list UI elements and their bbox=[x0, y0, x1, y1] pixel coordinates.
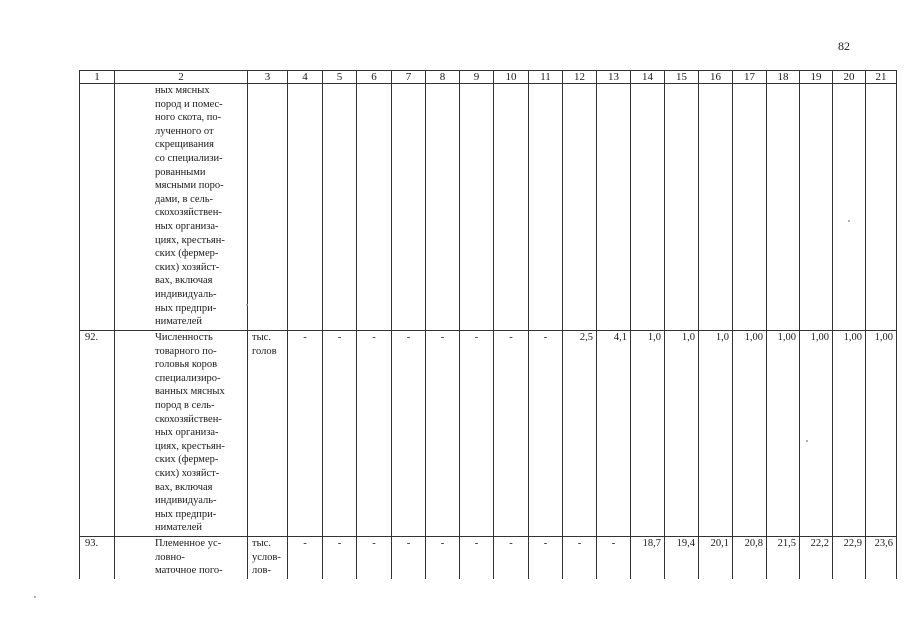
value-cell: - bbox=[563, 537, 597, 580]
value-cell bbox=[767, 84, 800, 331]
value-cell: - bbox=[426, 537, 460, 580]
unit-line: голов bbox=[252, 345, 277, 357]
header-cell: 10 bbox=[494, 71, 529, 84]
header-cell: 13 bbox=[597, 71, 631, 84]
description-line: ных предпри- bbox=[155, 302, 217, 314]
header-cell: 7 bbox=[392, 71, 426, 84]
description-line: Численность bbox=[155, 332, 213, 343]
description-line: ских (фермер- bbox=[155, 248, 219, 260]
value-cell: 2,5 bbox=[563, 331, 597, 537]
value-cell: 1,00 bbox=[767, 331, 800, 537]
scan-speck bbox=[848, 220, 850, 222]
value-cell bbox=[357, 84, 392, 331]
scan-speck bbox=[246, 304, 248, 306]
value-cell: - bbox=[357, 331, 392, 537]
row-unit bbox=[248, 84, 288, 331]
description-line: ных мясных bbox=[155, 85, 210, 96]
header-cell: 2 bbox=[115, 71, 248, 84]
value-cell: 19,4 bbox=[665, 537, 699, 580]
description-line: ных организа- bbox=[155, 220, 219, 232]
description-line: циях, крестьян- bbox=[155, 440, 225, 452]
description-line: пород в сель- bbox=[155, 399, 215, 411]
description-line: лученного от bbox=[155, 125, 214, 137]
header-cell: 18 bbox=[767, 71, 800, 84]
description-line: ванных мясных bbox=[155, 386, 225, 398]
value-cell bbox=[665, 84, 699, 331]
unit-line: лов- bbox=[252, 565, 271, 577]
description-line: ловно- bbox=[155, 551, 185, 563]
description-line: ских (фермер- bbox=[155, 454, 219, 466]
value-cell bbox=[460, 84, 494, 331]
description-line: индивидуаль- bbox=[155, 288, 217, 300]
description-line: нимателей bbox=[155, 522, 202, 534]
header-cell: 4 bbox=[288, 71, 323, 84]
table-body bbox=[80, 84, 897, 580]
value-cell: - bbox=[494, 537, 529, 580]
value-cell bbox=[392, 84, 426, 331]
header-cell: 9 bbox=[460, 71, 494, 84]
description-line: мясными поро- bbox=[155, 180, 224, 192]
table-row bbox=[80, 84, 897, 331]
value-cell: - bbox=[529, 537, 563, 580]
value-cell: 1,00 bbox=[733, 331, 767, 537]
value-cell: - bbox=[288, 537, 323, 580]
header-cell: 15 bbox=[665, 71, 699, 84]
header-cell: 21 bbox=[866, 71, 897, 84]
value-cell: 1,00 bbox=[866, 331, 897, 537]
value-cell: 22,2 bbox=[800, 537, 833, 580]
row-description bbox=[115, 84, 248, 331]
scan-speck bbox=[806, 440, 808, 442]
value-cell: 22,9 bbox=[833, 537, 866, 580]
unit-line: тыс. bbox=[252, 538, 271, 549]
description-line: ских) хозяйст- bbox=[155, 261, 220, 273]
value-cell bbox=[494, 84, 529, 331]
value-cell: - bbox=[460, 331, 494, 537]
description-line: дами, в сель- bbox=[155, 193, 214, 205]
description-line: ных организа- bbox=[155, 427, 219, 439]
description-line: скохозяйствен- bbox=[155, 207, 222, 219]
description-line: маточное пого- bbox=[155, 565, 223, 577]
header-cell: 5 bbox=[323, 71, 357, 84]
value-cell: 20,1 bbox=[699, 537, 733, 580]
description-line: пород и помес- bbox=[155, 98, 223, 110]
description-line: нимателей bbox=[155, 316, 202, 328]
value-cell: 20,8 bbox=[733, 537, 767, 580]
description-line: скрещивания bbox=[155, 139, 214, 151]
value-cell: 4,1 bbox=[597, 331, 631, 537]
row-description bbox=[115, 537, 248, 580]
value-cell: - bbox=[392, 537, 426, 580]
value-cell bbox=[597, 84, 631, 331]
header-cell: 12 bbox=[563, 71, 597, 84]
header-cell: 19 bbox=[800, 71, 833, 84]
table-header-row bbox=[80, 71, 897, 84]
value-cell: 1,0 bbox=[665, 331, 699, 537]
description-line: ных предпри- bbox=[155, 508, 217, 520]
row-unit bbox=[248, 331, 288, 537]
description-line: головья коров bbox=[155, 359, 218, 371]
description-line: ного скота, по- bbox=[155, 112, 222, 124]
value-cell: - bbox=[288, 331, 323, 537]
description-line: Племенное ус- bbox=[155, 538, 222, 549]
value-cell: - bbox=[323, 537, 357, 580]
row-number: 93. bbox=[80, 537, 115, 580]
header-cell: 6 bbox=[357, 71, 392, 84]
value-cell bbox=[833, 84, 866, 331]
header-cell: 17 bbox=[733, 71, 767, 84]
value-cell: 18,7 bbox=[631, 537, 665, 580]
row-unit bbox=[248, 537, 288, 580]
header-cell: 14 bbox=[631, 71, 665, 84]
row-description bbox=[115, 331, 248, 537]
header-cell: 16 bbox=[699, 71, 733, 84]
table-row bbox=[80, 537, 897, 580]
value-cell: 1,0 bbox=[631, 331, 665, 537]
value-cell bbox=[529, 84, 563, 331]
table-row bbox=[80, 331, 897, 537]
value-cell bbox=[699, 84, 733, 331]
page-number: 82 bbox=[838, 39, 850, 53]
value-cell: 21,5 bbox=[767, 537, 800, 580]
value-cell bbox=[733, 84, 767, 331]
value-cell bbox=[563, 84, 597, 331]
description-line: скохозяйствен- bbox=[155, 413, 222, 425]
header-cell: 3 bbox=[248, 71, 288, 84]
row-number bbox=[80, 84, 115, 331]
value-cell: - bbox=[529, 331, 563, 537]
row-number: 92. bbox=[80, 331, 115, 537]
data-table bbox=[79, 70, 897, 579]
description-line: рованными bbox=[155, 166, 206, 178]
value-cell: - bbox=[597, 537, 631, 580]
unit-line: услов- bbox=[252, 551, 281, 563]
value-cell: 1,0 bbox=[699, 331, 733, 537]
value-cell: - bbox=[323, 331, 357, 537]
value-cell: - bbox=[494, 331, 529, 537]
description-line: товарного по- bbox=[155, 345, 217, 357]
header-cell: 11 bbox=[529, 71, 563, 84]
value-cell bbox=[631, 84, 665, 331]
scan-speck bbox=[34, 596, 36, 598]
description-line: вах, включая bbox=[155, 481, 213, 493]
description-line: специализиро- bbox=[155, 372, 221, 384]
value-cell: - bbox=[460, 537, 494, 580]
value-cell: 1,00 bbox=[800, 331, 833, 537]
value-cell bbox=[288, 84, 323, 331]
value-cell: - bbox=[426, 331, 460, 537]
value-cell: 1,00 bbox=[833, 331, 866, 537]
unit-line: тыс. bbox=[252, 332, 271, 343]
description-line: циях, крестьян- bbox=[155, 234, 225, 246]
description-line: вах, включая bbox=[155, 275, 213, 287]
description-line: со специализи- bbox=[155, 152, 223, 164]
value-cell: 23,6 bbox=[866, 537, 897, 580]
value-cell bbox=[426, 84, 460, 331]
value-cell bbox=[866, 84, 897, 331]
header-cell: 1 bbox=[80, 71, 115, 84]
value-cell bbox=[323, 84, 357, 331]
value-cell: - bbox=[392, 331, 426, 537]
description-line: индивидуаль- bbox=[155, 495, 217, 507]
value-cell bbox=[800, 84, 833, 331]
header-cell: 8 bbox=[426, 71, 460, 84]
description-line: ских) хозяйст- bbox=[155, 467, 220, 479]
value-cell: - bbox=[357, 537, 392, 580]
header-cell: 20 bbox=[833, 71, 866, 84]
